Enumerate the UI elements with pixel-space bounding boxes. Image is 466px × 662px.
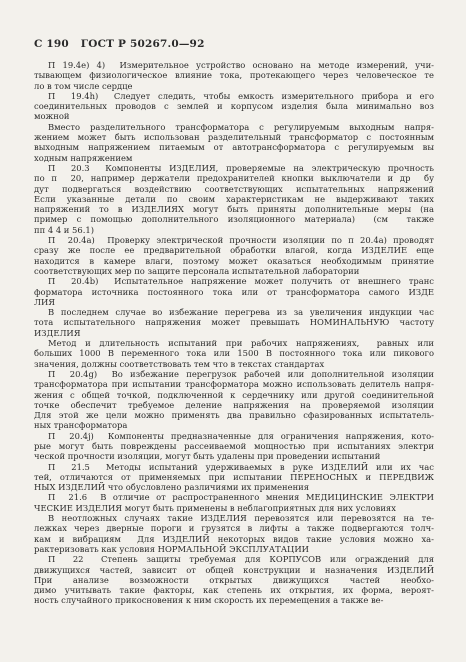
text-line: В последнем случае во избежание перегрева из за увеличения индукции час (48, 307, 434, 318)
paragraph (34, 235, 434, 276)
text-line: ность случайного прикосновения к ним скорость их перемещения а также ве- (34, 595, 384, 606)
text-line: П 19.4h) Следует следить, чтобы емкость измерительного прибора и его (48, 90, 434, 101)
text-line: димо учитывать такие факторы, как степень их открытия, их форма, вероят- (34, 585, 434, 596)
paragraph (34, 338, 434, 369)
text-line: ЛИЯ (34, 296, 56, 307)
paragraph (34, 60, 434, 91)
text-line: рые могут быть повреждены рассеиваемой мощностью при испытаниях электри (34, 440, 434, 451)
text-line: по п 20, например держатели предохранителей кнопки выключатели и др бу (34, 173, 434, 184)
text-line: В неотложных случаях такие ИЗДЕЛИЯ перевозятся или перевозятся на те- (48, 513, 434, 524)
text-line: ческой прочности изоляции, могут быть удалены при проведении испытаний (34, 451, 381, 462)
text-line: Для этой же цели можно применять два правильно сфазированных испытатель- (34, 410, 434, 421)
text-line: Если указанные детали по своим характеристикам не выдерживают таких (34, 193, 434, 204)
standard-code: ГОСТ Р 50267.0—92 (80, 38, 205, 50)
text-line: Метод и длительность испытаний при рабочих напряжениях, равных или (48, 338, 434, 349)
text-line: ЧЕСКИЕ ИЗДЕЛИЯ могут быть применены в неблагоприятных для них условиях (34, 502, 396, 513)
text-line: значения, должны соответствовать тем что в текстах стандартах (34, 358, 325, 369)
paragraph (34, 431, 434, 462)
text-line: движущихся частей, зависит от общей конструкции и назначения ИЗДЕЛИЙ (34, 564, 434, 575)
text-line: пример с помощью дополнительного изоляционного материала) (см также (34, 214, 434, 225)
text-line: находится в камере влаги, поэтому может оказаться необходимым принятие (34, 255, 434, 266)
text-line: ных трансформатора (34, 420, 128, 431)
text-line: П 20.4g) Во избежание перегрузок рабочей или дополнительной изоляции (48, 368, 434, 379)
text-line: соединительных проводов с землей и корпусом изделия была минимально воз (34, 101, 434, 112)
text-line: П 19.4е) 4) Измерительное устройство основано на методе измерений, учи- (48, 60, 434, 70)
page-number: С 190 (34, 38, 69, 50)
text-line: выходным напряжением питаемым от автотрансформатора с регулируемым вы (34, 142, 434, 153)
paragraph (34, 513, 434, 554)
page-header (34, 38, 205, 50)
text-line: П 20.4b) Испытательное напряжение может получить от внешнего транс (48, 276, 434, 287)
paragraph (34, 462, 434, 493)
paragraph (34, 554, 434, 605)
text-line: кам и вибрациям Для ИЗДЕЛИЙ некоторых видов такие условия можно ха- (34, 533, 434, 544)
text-line: напряжений то в ИЗДЕЛИЯХ могут быть приняты дополнительные меры (на (34, 204, 434, 215)
paragraph (34, 492, 434, 513)
document-body (34, 60, 434, 606)
text-line: жением может быть использован разделительный трансформатор с постоянным (34, 132, 434, 143)
paragraph (34, 163, 434, 235)
text-line: НЫХ ИЗДЕЛИЙ что обусловлено различиями их применения (34, 482, 310, 493)
text-line: можной (34, 111, 70, 122)
paragraph (34, 276, 434, 307)
text-line: жения с общей точкой, подключенной к сердечнику или другой соединительной (34, 389, 434, 400)
text-line: ходным напряжением (34, 152, 133, 163)
text-line: П 22 Степень защиты требуемая для КОРПУСОВ или ограждений для (48, 554, 434, 565)
paragraph (34, 122, 434, 163)
text-line: П 21.5 Методы испытаний удерживаемых в руке ИЗДЕЛИЙ или их час (48, 461, 434, 472)
text-line: рактеризовать как условия НОРМАЛЬНОЙ ЭКСПЛУАТАЦИИ (34, 543, 309, 554)
text-line: П 21.6 В отличие от распространенного мнения МЕДИЦИНСКИЕ ЭЛЕКТРИ (48, 492, 434, 503)
text-line: ло в том числе сердце (34, 80, 133, 91)
text-line: сразу же после ее предварительной обработки влагой, когда ИЗДЕЛИЕ еще (34, 245, 434, 256)
text-line: пп 4 4 и 56.1) (34, 224, 94, 235)
text-line: При анализе возможности открытых движущихся частей необхо- (34, 574, 434, 585)
text-line: П 20.3 Компоненты ИЗДЕЛИЯ, проверяемые на электрическую прочность (48, 162, 434, 173)
text-line: П 20.4а) Проверку электрической прочности изоляции по п 20.4а) проводят (48, 235, 434, 246)
text-line: больших 1000 В переменного тока или 1500 В постоянного тока или пикового (34, 348, 434, 359)
text-line: Вместо разделительного трансформатора с регулируемым выходным напря- (48, 121, 434, 132)
text-line: П 20.4j) Компоненты предназначенные для ограничения напряжения, кото- (48, 430, 434, 441)
text-line: ИЗДЕЛИЯ (34, 327, 81, 338)
text-line: лежках через дверные пороги и грузятся в лифты а также подвергаются толч- (34, 523, 434, 534)
text-line: тота испытательного напряжения может превышать НОМИНАЛЬНУЮ частоту (34, 317, 434, 328)
paragraph (34, 369, 434, 431)
text-line: трансформатора при испытании трансформатора можно использовать делитель напря- (34, 379, 434, 390)
text-line: тей, отличаются от применяемых при испытании ПЕРЕНОСНЫХ и ПЕРЕДВИЖ (34, 471, 434, 482)
paragraph (34, 91, 434, 122)
paragraph (34, 307, 434, 338)
text-line: дут подвергаться воздействию соответствующих испытательных напряжений (34, 183, 434, 194)
text-line: форматора источника постоянного тока или от трансформатора самого ИЗДЕ (34, 286, 434, 297)
text-line: точке обеспечит требуемое деление напряжения на проверяемой изоляции (34, 399, 434, 410)
text-line: соответствующих мер по защите персонала испытательной лаборатории (34, 265, 360, 276)
text-line: тывающем физиологическое влияние тока, протекающего через человеческое те (34, 70, 434, 81)
